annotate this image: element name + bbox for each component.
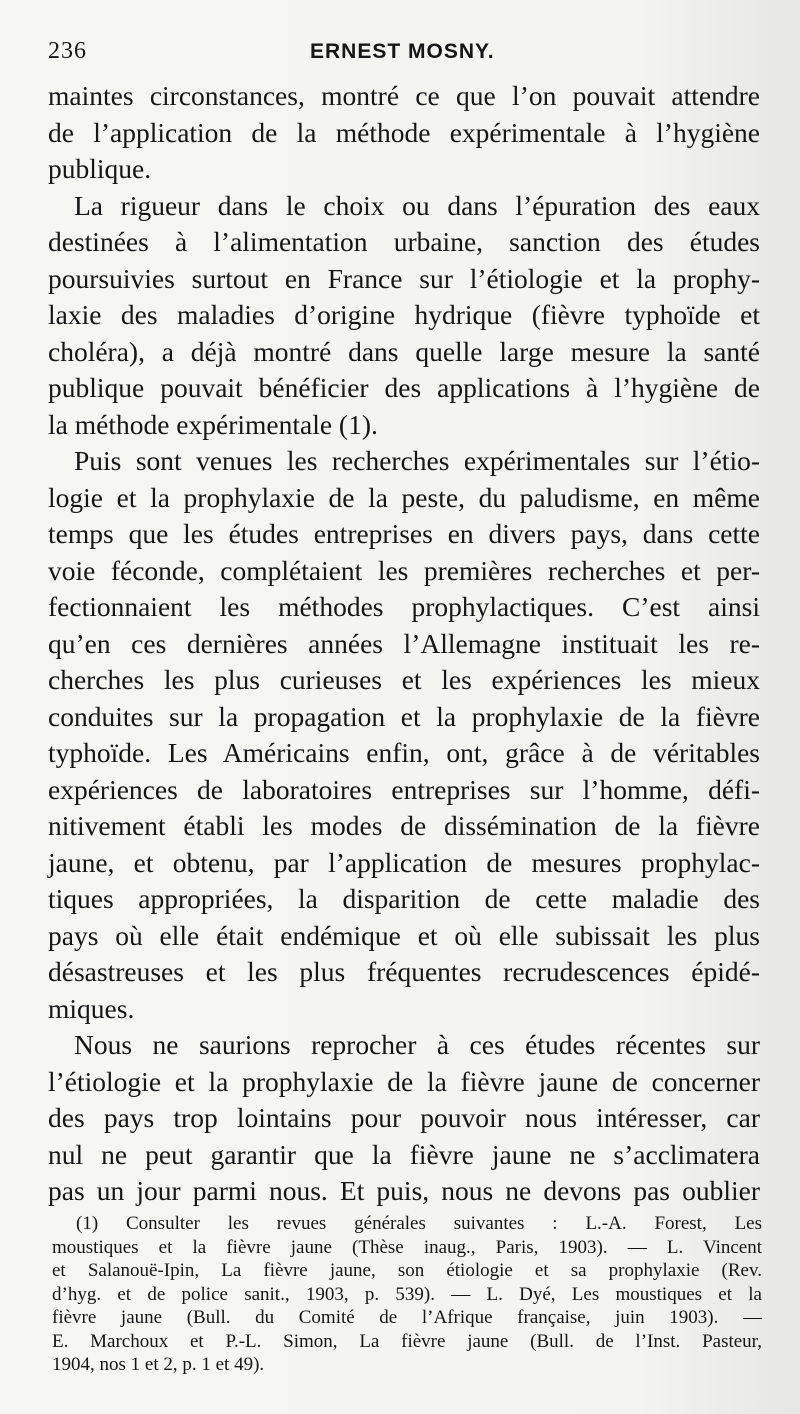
text-line: destinées à l’alimentation urbaine, sanction des études: [48, 226, 760, 257]
footnote-line: fièvre jaune (Bull. du Comité de l’Afrique française, juin 1903). —: [52, 1307, 762, 1328]
text-line: temps que les études entreprises en divers pays, dans cette: [48, 518, 760, 549]
text-line: typhoïde. Les Américains enfin, ont, grâce à de véritables: [48, 737, 760, 768]
text-line: l’étiologie et la prophylaxie de la fièvre jaune de concerner: [48, 1065, 760, 1097]
text-line: maintes circonstances, montré ce que l’on pouvait attendre: [48, 80, 760, 111]
text-line: publique.: [48, 153, 152, 184]
footnote-line: moustiques et la fièvre jaune (Thèse inaug., Paris, 1903). — L. Vincent: [52, 1236, 762, 1258]
text-line: nul ne peut garantir que la fièvre jaune ne s’acclimatera: [48, 1138, 760, 1170]
text-line: tiques appropriées, la disparition de cette maladie des: [48, 883, 760, 914]
text-line: choléra), a déjà montré dans quelle large mesure la santé: [48, 335, 760, 367]
text-line: pays où elle était endémique et où elle subissait les plus: [48, 919, 760, 951]
text-line: publique pouvait bénéficier des applications à l’hygiène de: [48, 372, 760, 403]
text-line: de l’application de la méthode expérimentale à l’hygiène: [48, 116, 760, 148]
text-line: désastreuses et les plus fréquentes recrudescences épidé-: [48, 956, 760, 987]
text-line: pas un jour parmi nous. Et puis, nous ne devons pas oublier: [48, 1175, 760, 1206]
page-number: 236: [48, 38, 87, 64]
text-line: poursuivies surtout en France sur l’étiologie et la prophy-: [48, 262, 760, 294]
footnote-line: (1) Consulter les revues générales suivantes : L.-A. Forest, Les: [76, 1213, 762, 1234]
footnotes: [52, 1212, 762, 1377]
text-line: logie et la prophylaxie de la peste, du paludisme, en même: [48, 481, 760, 513]
footnote-line: E. Marchoux et P.-L. Simon, La fièvre jaune (Bull. de l’Inst. Pasteur,: [52, 1330, 762, 1352]
body-text: [48, 78, 760, 1210]
text-line: des pays trop lointains pour pouvoir nous intéresser, car: [48, 1102, 760, 1133]
text-line: Nous ne saurions reprocher à ces études récentes sur: [74, 1029, 760, 1060]
running-head: ERNEST MOSNY.: [310, 40, 495, 63]
footnote-line: et Salanouë-Ipin, La fièvre jaune, son étiologie et sa prophylaxie (Rev.: [52, 1260, 762, 1281]
text-line: laxie des maladies d’origine hydrique (fièvre typhoïde et: [48, 299, 760, 330]
text-line: jaune, et obtenu, par l’application de mesures prophylac-: [48, 846, 760, 878]
text-line: expériences de laboratoires entreprises sur l’homme, défi-: [48, 773, 760, 805]
text-line: Puis sont venues les recherches expérimentales sur l’étio-: [74, 445, 760, 476]
page-header: [48, 38, 768, 70]
text-line: fectionnaient les méthodes prophylactiques. C’est ainsi: [48, 591, 760, 622]
footnote-line: 1904, nos 1 et 2, p. 1 et 49).: [52, 1354, 265, 1375]
text-line: miques.: [48, 992, 135, 1024]
text-line: voie féconde, complétaient les premières recherches et per-: [48, 554, 760, 586]
footnote-line: d’hyg. et de police sanit., 1903, p. 539). — L. Dyé, Les moustiques et la: [52, 1283, 762, 1305]
text-line: nitivement établi les modes de dissémination de la fièvre: [48, 810, 760, 841]
text-line: La rigueur dans le choix ou dans l’épuration des eaux: [74, 189, 760, 221]
text-line: la méthode expérimentale (1).: [48, 408, 378, 440]
text-line: qu’en ces dernières années l’Allemagne instituait les re-: [48, 627, 760, 659]
text-line: cherches les plus curieuses et les expériences les mieux: [48, 664, 760, 695]
text-line: conduites sur la propagation et la prophylaxie de la fièvre: [48, 700, 760, 732]
